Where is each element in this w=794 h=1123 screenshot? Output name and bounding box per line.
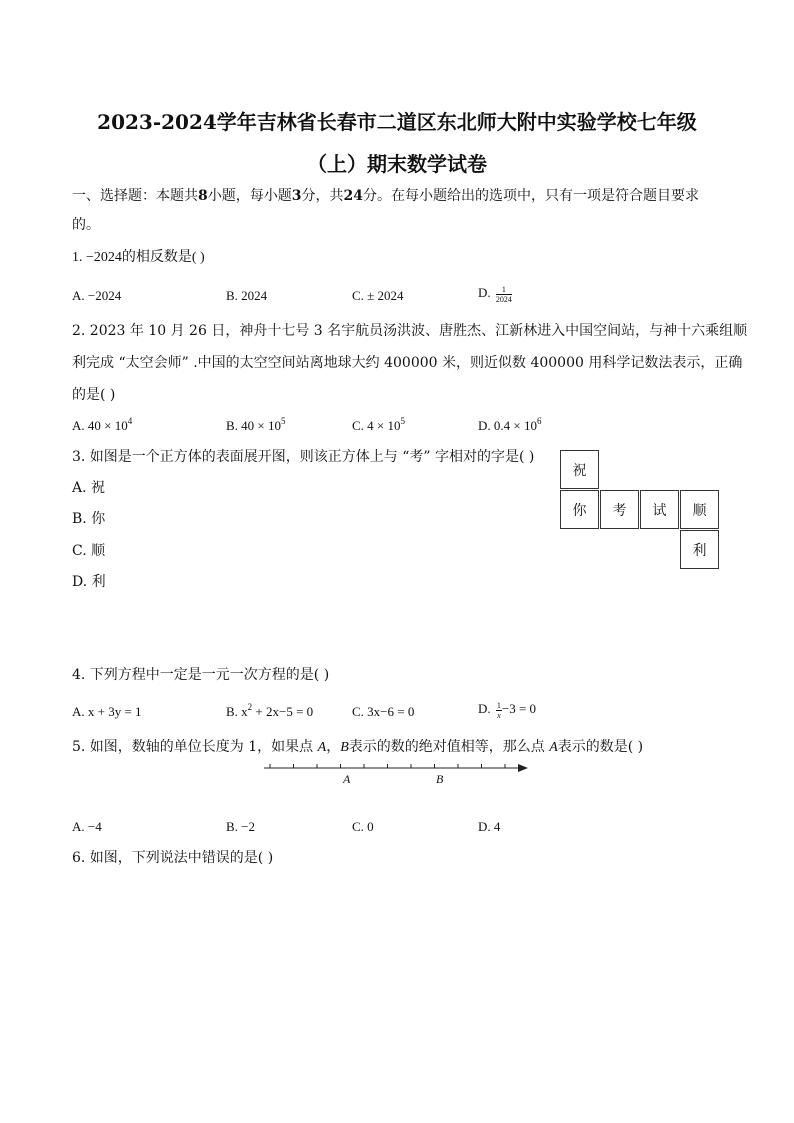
number-line-ticks <box>270 764 505 768</box>
section-header-text: 分。在每小题给出的选项中，只有一项是符合题目要求 <box>362 188 699 204</box>
number-line-figure <box>260 760 535 788</box>
cube-net-figure <box>560 450 720 570</box>
net-cell-top: 祝 <box>560 450 599 489</box>
fraction-numerator: 1 <box>496 285 512 295</box>
point-label: B <box>340 740 349 755</box>
q1-option-a: A. −2024 <box>72 288 122 303</box>
option-text: B. x <box>226 704 248 719</box>
q2-option-d <box>478 417 541 435</box>
net-cell-row-2: 考 <box>600 490 639 529</box>
total-points: 24 <box>343 188 363 204</box>
q5-option-d: D. 4 <box>478 819 501 834</box>
exam-title-line2: （上）期末数学试卷 <box>307 152 487 176</box>
net-cell-row-1: 你 <box>560 490 599 529</box>
net-cell-bottom: 利 <box>680 530 719 569</box>
axis-label-a: A <box>343 772 351 786</box>
option-text: + 2x−5 = 0 <box>252 704 314 719</box>
q2-option-c <box>352 417 405 435</box>
question-3-stem: 3. 如图是一个正方体的表面展开图，则该正方体上与 “考” 字相对的字是( ) <box>72 449 535 465</box>
stem-text: ， <box>326 739 341 755</box>
question-2-line1: 2. 2023 年 10 月 26 日，神舟十七号 3 名宇航员汤洪波、唐胜杰、江新林进入中国空间站，与神十六乘组顺 <box>72 323 748 339</box>
option-text: D. 0.4 × 10 <box>478 418 537 433</box>
q3-option-d: D. 利 <box>72 574 106 590</box>
q3-option-c: C. 顺 <box>72 543 106 559</box>
fraction <box>496 285 512 304</box>
option-label: D. <box>478 285 494 300</box>
q3-option-b: B. 你 <box>72 511 106 527</box>
stem-text: 表示的数是( ) <box>557 739 644 755</box>
question-2-line2: 利完成 “太空会师” .中国的太空空间站离地球大约 400000 米，则近似数 400000 用科学记数法表示，正确 <box>72 355 743 371</box>
question-1-stem: 1. −2024的相反数是( ) <box>72 250 205 265</box>
point-label: A <box>549 740 558 755</box>
fraction-denominator: 2024 <box>495 294 512 304</box>
q5-option-c: C. 0 <box>352 819 374 834</box>
q5-option-b: B. −2 <box>226 819 256 834</box>
fraction-denominator: x <box>497 710 501 720</box>
q4-option-c: C. 3x−6 = 0 <box>352 704 415 719</box>
q4-option-b <box>226 703 313 721</box>
q1-option-c: C. ± 2024 <box>352 288 404 303</box>
q2-option-b <box>226 417 286 435</box>
option-label: D. <box>478 701 494 716</box>
net-cell-row-3: 试 <box>640 490 679 529</box>
option-text: −3 = 0 <box>501 701 537 716</box>
axis-label-b: B <box>436 772 444 786</box>
exponent: 5 <box>400 416 406 426</box>
exponent: 2 <box>247 702 253 712</box>
question-count: 8 <box>198 188 208 204</box>
exponent: 5 <box>281 416 286 426</box>
option-text: C. 4 × 10 <box>352 418 401 433</box>
question-6-stem: 6. 如图，下列说法中错误的是( ) <box>72 850 274 866</box>
point-label: A <box>317 740 327 755</box>
stem-text: 5. 如图，数轴的单位长度为 1，如果点 <box>72 739 318 755</box>
exponent: 6 <box>536 416 542 426</box>
q4-option-d <box>478 700 536 720</box>
question-5-stem <box>72 738 643 757</box>
q5-option-a: A. −4 <box>72 819 102 834</box>
q4-option-a: A. x + 3y = 1 <box>72 704 142 719</box>
section-header-text: 小题，每小题 <box>207 188 292 204</box>
net-cell-row-4: 顺 <box>680 490 719 529</box>
question-2-line3: 的是( ) <box>72 387 116 403</box>
option-text: A. 40 × 10 <box>72 418 128 433</box>
question-4-stem: 4. 下列方程中一定是一元一次方程的是( ) <box>72 667 330 683</box>
q3-option-a: A. 祝 <box>72 480 106 496</box>
section-header-text: 分，共 <box>301 188 344 204</box>
q1-option-d <box>478 284 512 304</box>
section-header <box>72 187 699 205</box>
option-text: B. 40 × 10 <box>226 418 282 433</box>
number-line-arrow-icon <box>518 764 528 772</box>
stem-text: 表示的数的绝对值相等，那么点 <box>348 739 550 755</box>
points-each: 3 <box>291 188 302 204</box>
exponent: 4 <box>127 416 133 426</box>
q2-option-a <box>72 417 132 435</box>
exam-title-line1: 2023-2024学年吉林省长春市二道区东北师大附中实验学校七年级 <box>97 110 697 134</box>
q1-option-b: B. 2024 <box>226 288 268 303</box>
fraction-numerator: 1 <box>496 700 501 710</box>
section-header-line2: 的。 <box>72 217 100 233</box>
section-header-text: 一、选择题：本题共 <box>72 188 198 204</box>
